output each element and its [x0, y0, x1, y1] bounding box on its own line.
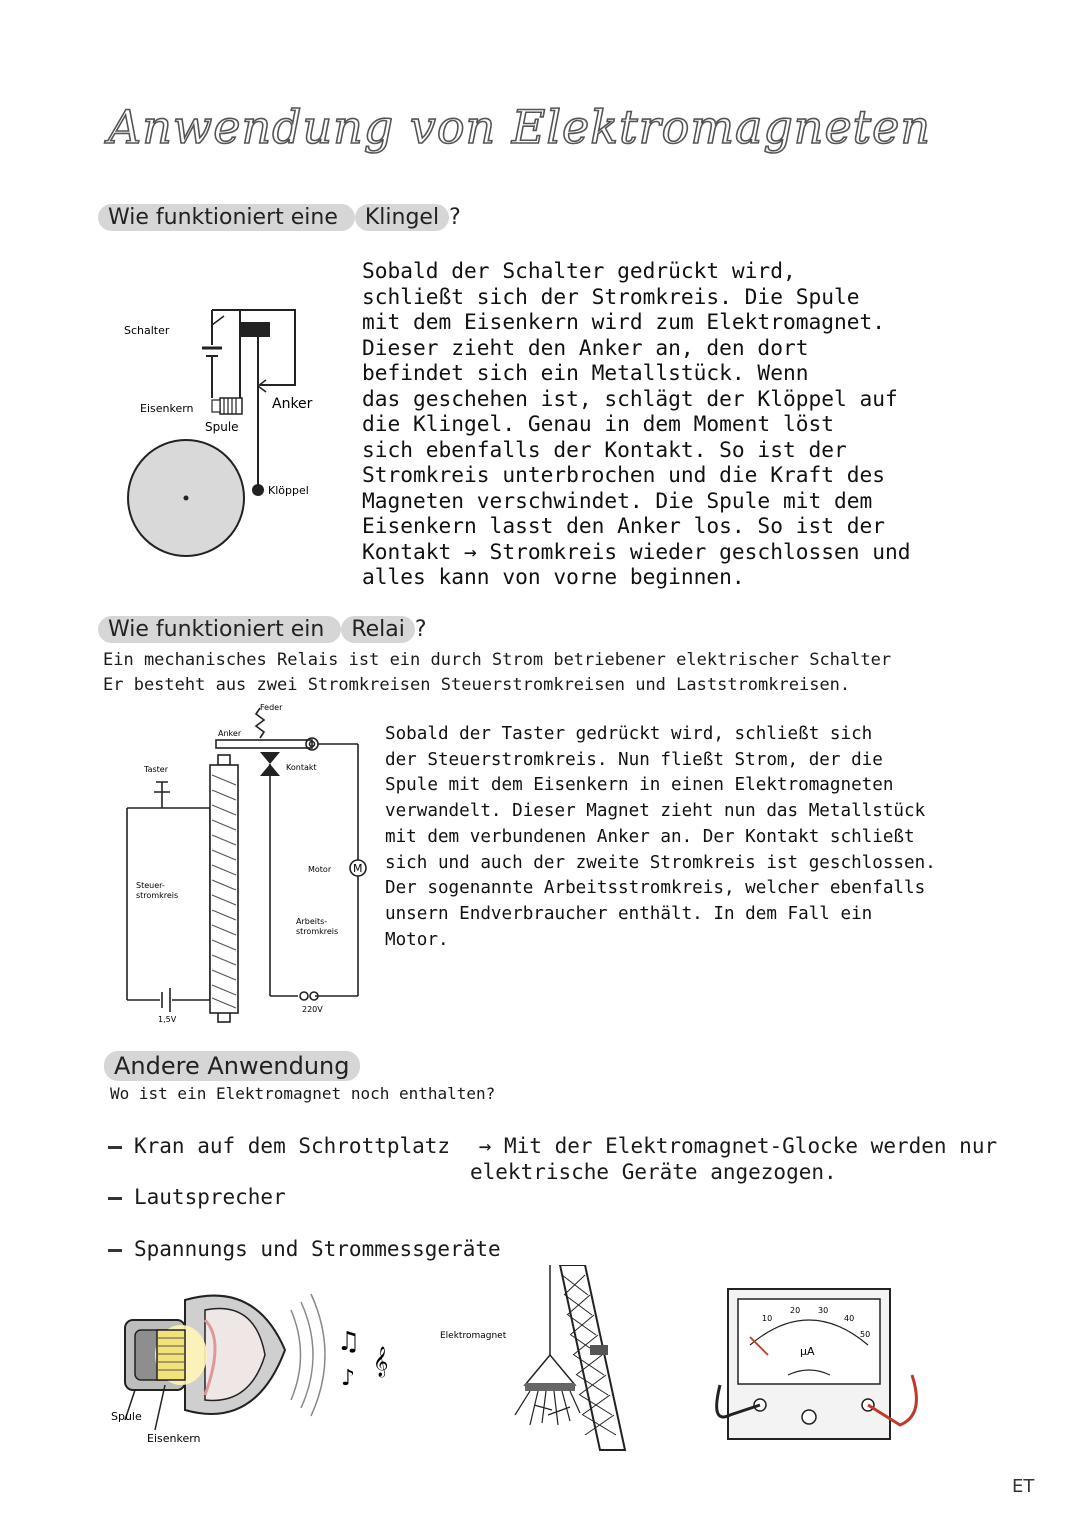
relay-line: mit dem verbundenen Anker an. Der Kontakt schließt: [385, 826, 915, 847]
bell-paragraph: [362, 258, 1002, 590]
meter-unit: µA: [800, 1345, 815, 1358]
meter-tick-10: 10: [762, 1314, 773, 1323]
relay-heading: [98, 617, 427, 642]
bell-diagram: [120, 290, 380, 620]
dash-icon: [108, 1197, 122, 1200]
list-item-text: Kran auf dem Schrottplatz: [134, 1134, 451, 1158]
bell-heading-suffix: ?: [449, 205, 461, 230]
relay-heading-suffix: ?: [414, 617, 427, 642]
label-arbeit-1: Arbeits-: [296, 917, 328, 926]
relay-line: sich und auch der zweite Stromkreis ist geschlossen.: [385, 852, 936, 873]
bell-line: sich ebenfalls der Kontakt. So ist der: [362, 436, 847, 462]
bell-contact: [240, 322, 270, 337]
label-feder: Feder: [260, 703, 283, 712]
meter-tick-20: 20: [790, 1306, 801, 1315]
bell-line: das geschehen ist, schlägt der Klöppel auf: [362, 385, 898, 411]
relay-line: der Steuerstromkreis. Nun fließt Strom, der die: [385, 749, 883, 770]
label-steuer-2: stromkreis: [136, 891, 179, 900]
bell-line: alles kann von vorne beginnen.: [362, 564, 745, 589]
relay-line: unsern Endverbraucher enthält. In dem Fall ein: [385, 903, 873, 924]
crane-illustration: [430, 1265, 630, 1455]
label-steuer-1: Steuer-: [136, 881, 165, 890]
label-eisenkern: Eisenkern: [140, 402, 194, 415]
list-item-text: Spannungs und Strommessgeräte: [134, 1237, 501, 1261]
relay-line: Der sogenannte Arbeitsstromkreis, welcher ebenfalls: [385, 878, 926, 899]
relay-paragraph: [385, 722, 1005, 953]
label-anker: Anker: [272, 396, 313, 412]
meter-illustration: [700, 1285, 950, 1455]
other-question: Wo ist ein Elektromagnet noch enthalten?: [110, 1084, 496, 1103]
meter-tick-50: 50: [860, 1330, 871, 1339]
label-schalter: Schalter: [124, 324, 170, 337]
relay-line: Sobald der Taster gedrückt wird, schließt sich: [385, 724, 873, 744]
relay-line: verwandelt. Dieser Magnet zieht nun das Metallstück: [385, 801, 926, 822]
label-kontakt: Kontakt: [286, 763, 317, 772]
label-taster: Taster: [144, 765, 168, 774]
page-title: Anwendung von Elektromagneten: [108, 100, 931, 154]
label-1-5v: 1,5V: [158, 1015, 177, 1024]
bell-line: die Klingel. Genau in dem Moment löst: [362, 411, 834, 436]
bell-heading: [98, 205, 461, 230]
relay-line: Spule mit dem Eisenkern in einen Elektromagneten: [385, 775, 894, 796]
bell-line: Kontakt → Stromkreis wieder geschlossen und: [362, 538, 911, 564]
list-item-note-2: elektrische Geräte angezogen.: [470, 1160, 837, 1184]
bell-heading-prefix: Wie funktioniert eine: [98, 204, 355, 231]
bell-heading-highlight: Klingel: [355, 204, 449, 231]
music-note-icon: ♪: [341, 1366, 356, 1391]
relay-heading-prefix: Wie funktioniert ein: [98, 616, 341, 643]
bell-line: Stromkreis unterbrochen und die Kraft des: [362, 462, 885, 487]
relay-intro-2: Er besteht aus zwei Stromkreisen Steuerstromkreisen und Laststromkreisen.: [103, 675, 851, 695]
list-item-note: → Mit der Elektromagnet-Glocke werden nur: [478, 1134, 998, 1158]
bell-line: mit dem Eisenkern wird zum Elektromagnet.: [362, 309, 885, 334]
signature: ET: [1012, 1476, 1035, 1497]
relay-intro-1: Ein mechanisches Relais ist ein durch Strom betriebener elektrischer Schalter: [103, 650, 892, 670]
bell-line: befindet sich ein Metallstück. Wenn: [362, 360, 809, 385]
crane-magnet: [525, 1383, 575, 1391]
label-arbeit-2: stromkreis: [296, 927, 339, 936]
motor-symbol: M: [353, 862, 363, 875]
label-spule: Spule: [205, 420, 239, 434]
other-heading: [104, 1052, 360, 1080]
dash-icon: [108, 1146, 122, 1149]
meter-tick-30: 30: [818, 1306, 829, 1315]
dash-icon: [108, 1249, 122, 1252]
relay-diagram: [120, 700, 380, 1040]
relay-heading-highlight: Relai: [341, 616, 415, 643]
relay-line: Motor.: [385, 929, 449, 950]
music-note-icon: ♫: [337, 1327, 361, 1357]
list-item-text: Lautsprecher: [134, 1185, 286, 1209]
crane-label-elektromagnet: Elektromagnet: [440, 1331, 507, 1341]
speaker-label-spule: Spule: [111, 1410, 142, 1423]
other-heading-text: Andere Anwendung: [104, 1051, 360, 1081]
bell-line: Eisenkern lasst den Anker los. So ist der: [362, 513, 885, 538]
bell-line: Sobald der Schalter gedrückt wird,: [362, 258, 796, 283]
label-kloeppel: Klöppel: [268, 484, 309, 497]
speaker-label-eisenkern: Eisenkern: [147, 1432, 201, 1445]
bell-line: Magneten verschwindet. Die Spule mit dem: [362, 487, 873, 513]
label-220v: 220V: [302, 1005, 323, 1014]
list-item-messgeraete: [108, 1237, 501, 1261]
bell-coil: [220, 398, 242, 414]
label-relay-anker: Anker: [218, 729, 242, 738]
list-item-kran: [108, 1134, 997, 1158]
bell-line: Dieser zieht den Anker an, den dort: [362, 334, 809, 360]
treble-clef-icon: 𝄞: [373, 1347, 389, 1377]
list-item-lautsprecher: [108, 1185, 286, 1209]
meter-tick-40: 40: [844, 1314, 855, 1323]
bell-line: schließt sich der Stromkreis. Die Spule: [362, 283, 860, 309]
label-motor: Motor: [308, 865, 332, 874]
speaker-illustration: [105, 1280, 435, 1470]
